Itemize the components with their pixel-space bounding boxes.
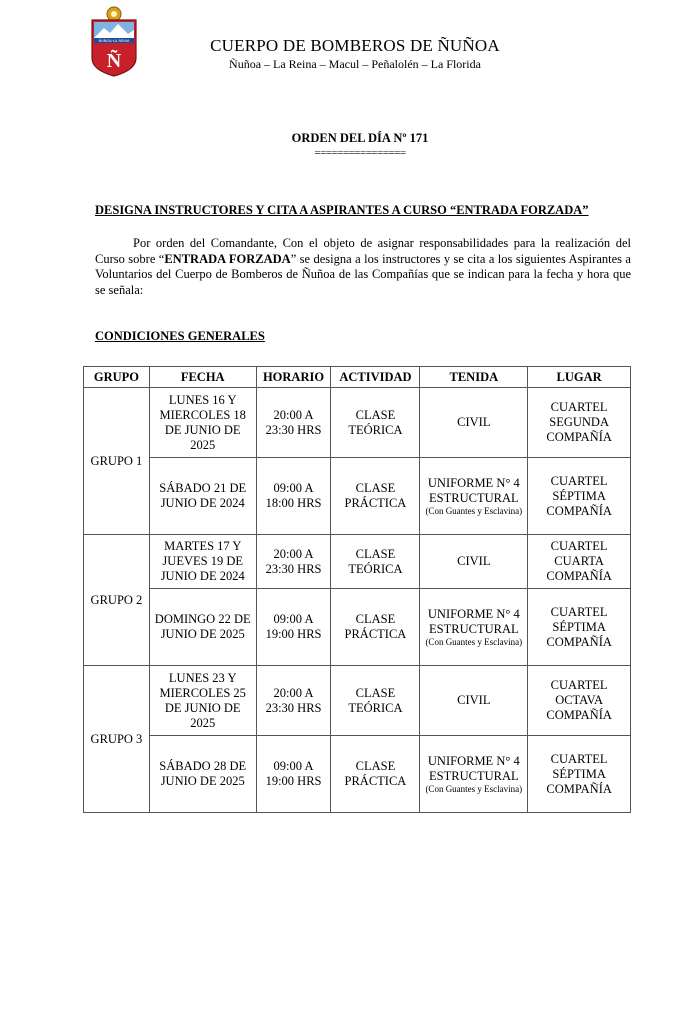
header-fecha: FECHA	[149, 367, 256, 388]
table-row	[84, 589, 631, 666]
time-cell: 20:00 A 23:30 HRS	[256, 666, 331, 736]
activity-cell: CLASE TEÓRICA	[331, 388, 420, 458]
date-cell: SÁBADO 28 DE JUNIO DE 2025	[149, 736, 256, 813]
attire-cell	[420, 458, 528, 535]
svg-text:ÑUÑOA·LA REINA: ÑUÑOA·LA REINA	[98, 39, 130, 43]
group-cell: GRUPO 3	[84, 666, 150, 813]
time-cell: 09:00 A 19:00 HRS	[256, 589, 331, 666]
attire-cell: CIVIL	[420, 535, 528, 589]
attire-text: UNIFORME N° 4 ESTRUCTURAL	[427, 753, 520, 783]
attire-note: (Con Guantes y Esclavina)	[425, 783, 523, 794]
header-tenida: TENIDA	[420, 367, 528, 388]
attire-note: (Con Guantes y Esclavina)	[425, 636, 523, 647]
date-cell: LUNES 23 Y MIERCOLES 25 DE JUNIO DE 2025	[149, 666, 256, 736]
location-cell: CUARTEL SÉPTIMA COMPAÑÍA	[528, 458, 631, 535]
table-row	[84, 535, 631, 589]
time-cell: 09:00 A 19:00 HRS	[256, 736, 331, 813]
activity-cell: CLASE TEÓRICA	[331, 666, 420, 736]
time-cell: 20:00 A 23:30 HRS	[256, 388, 331, 458]
activity-cell: CLASE PRÁCTICA	[331, 458, 420, 535]
table-row	[84, 736, 631, 813]
table-row	[84, 388, 631, 458]
activity-cell: CLASE PRÁCTICA	[331, 589, 420, 666]
location-cell: CUARTEL CUARTA COMPAÑÍA	[528, 535, 631, 589]
fire-department-crest-logo	[88, 4, 140, 78]
location-cell: CUARTEL SÉPTIMA COMPAÑÍA	[528, 589, 631, 666]
attire-cell	[420, 736, 528, 813]
table-header-row	[84, 367, 631, 388]
header-grupo: GRUPO	[84, 367, 150, 388]
attire-text: UNIFORME N° 4 ESTRUCTURAL	[427, 606, 520, 636]
date-cell: SÁBADO 21 DE JUNIO DE 2024	[149, 458, 256, 535]
table-row	[84, 666, 631, 736]
activity-cell: CLASE PRÁCTICA	[331, 736, 420, 813]
general-conditions-title: CONDICIONES GENERALES	[95, 329, 265, 343]
date-cell: LUNES 16 Y MIERCOLES 18 DE JUNIO DE 2025	[149, 388, 256, 458]
activity-cell: CLASE TEÓRICA	[331, 535, 420, 589]
date-cell: DOMINGO 22 DE JUNIO DE 2025	[149, 589, 256, 666]
attire-cell	[420, 589, 528, 666]
table-row	[84, 458, 631, 535]
document-heading: DESIGNA INSTRUCTORES Y CITA A ASPIRANTES A CURSO “ENTRADA FORZADA”	[95, 203, 589, 217]
attire-cell: CIVIL	[420, 666, 528, 736]
header-horario: HORARIO	[256, 367, 331, 388]
date-cell: MARTES 17 Y JUEVES 19 DE JUNIO DE 2024	[149, 535, 256, 589]
order-title-rule: ================	[314, 147, 406, 159]
intro-paragraph: Por orden del Comandante, Con el objeto de asignar responsabilidades para la realización del Curso sobre “ENTRADA FORZADA” se designa a los instructores y se cita a los siguientes Aspirantes a Voluntarios del Cuerpo de Bomberos de Ñuñoa de las Compañías que se indican para la fecha y hora que se señala:	[95, 236, 631, 297]
location-cell: CUARTEL SÉPTIMA COMPAÑÍA	[528, 736, 631, 813]
time-cell: 09:00 A 18:00 HRS	[256, 458, 331, 535]
organization-subtitle: Ñuñoa – La Reina – Macul – Peñalolén – La Florida	[229, 57, 481, 71]
svg-text:Ñ: Ñ	[106, 50, 122, 72]
attire-note: (Con Guantes y Esclavina)	[425, 505, 523, 516]
schedule-table	[83, 366, 631, 813]
group-cell: GRUPO 2	[84, 535, 150, 666]
attire-cell: CIVIL	[420, 388, 528, 458]
organization-title: CUERPO DE BOMBEROS DE ÑUÑOA	[210, 36, 500, 55]
order-of-the-day-title: ORDEN DEL DÍA Nº 171	[291, 131, 429, 145]
attire-text: UNIFORME N° 4 ESTRUCTURAL	[427, 475, 520, 505]
header-actividad: ACTIVIDAD	[331, 367, 420, 388]
location-cell: CUARTEL OCTAVA COMPAÑÍA	[528, 666, 631, 736]
location-cell: CUARTEL SEGUNDA COMPAÑÍA	[528, 388, 631, 458]
header-lugar: LUGAR	[528, 367, 631, 388]
group-cell: GRUPO 1	[84, 388, 150, 535]
time-cell: 20:00 A 23:30 HRS	[256, 535, 331, 589]
